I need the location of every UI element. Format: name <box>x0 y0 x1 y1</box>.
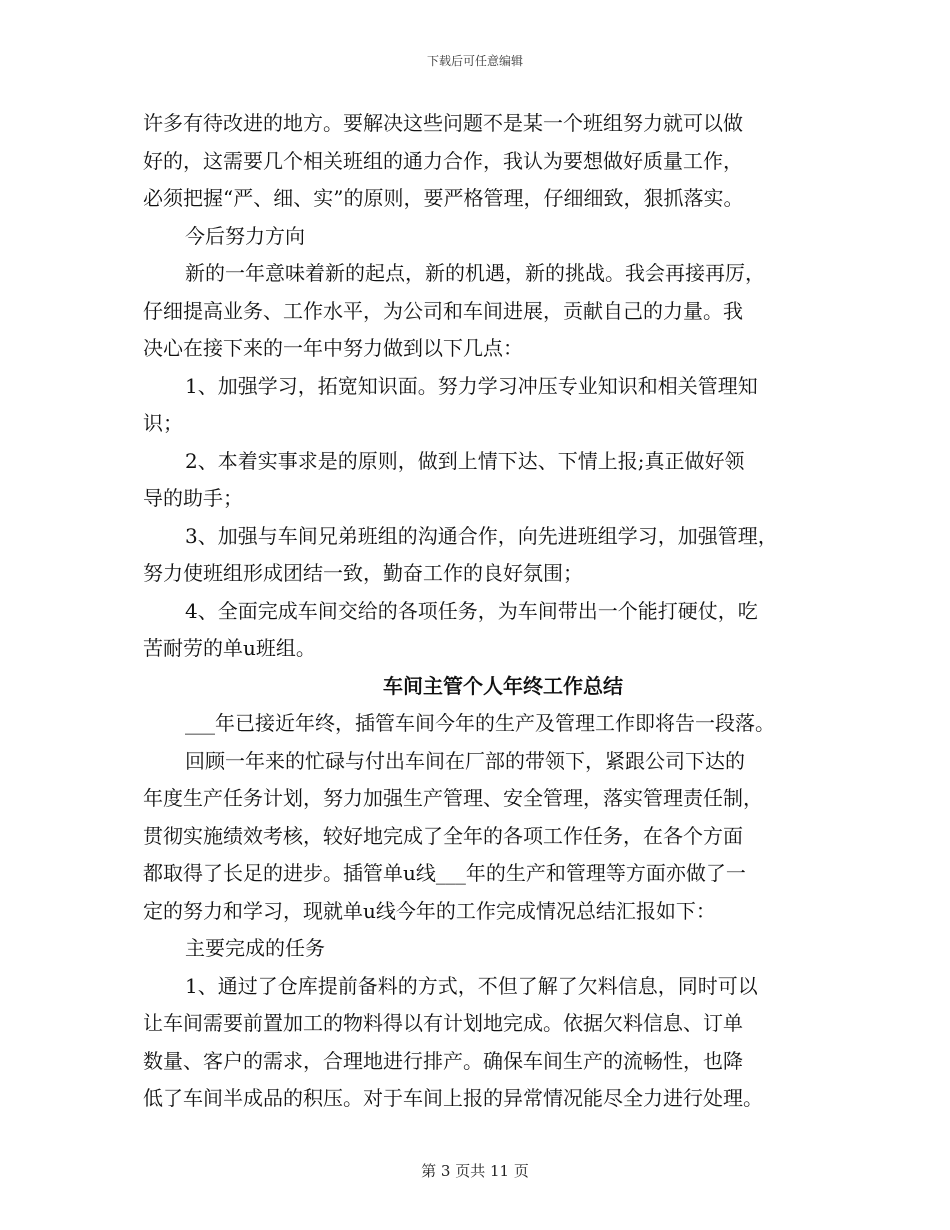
section-title: 车间主管个人年终工作总结 <box>383 673 623 698</box>
paragraph-line: 许多有待改进的地方。要解决这些问题不是某一个班组努力就可以做 <box>143 111 743 135</box>
paragraph-line: 回顾一年来的忙碌与付出车间在厂部的带领下，紧跟公司下达的 <box>185 748 745 773</box>
list-item-line: 数量、客户的需求，合理地进行排产。确保车间生产的流畅性，也降 <box>143 1048 743 1073</box>
page-header: 下载后可任意编辑 <box>426 54 523 68</box>
list-item-line: 4、全面完成车间交给的各项任务，为车间带出一个能打硬仗，吃 <box>185 598 758 623</box>
section-heading: 今后努力方向 <box>185 223 305 248</box>
paragraph-line: 贯彻实施绩效考核，较好地完成了全年的各项工作任务，在各个方面 <box>143 823 743 848</box>
paragraph-line: 必须把握“严、细、实”的原则，要严格管理，仔细细致，狠抓落实。 <box>143 186 744 210</box>
paragraph-line: 仔细提高业务、工作水平，为公司和车间进展，贡献自己的力量。我 <box>143 298 743 323</box>
list-item-line: 1、加强学习，拓宽知识面。努力学习冲压专业知识和相关管理知 <box>185 373 758 398</box>
page-footer: 第 3 页共 11 页 <box>421 1162 529 1180</box>
section-heading: 主要完成的任务 <box>185 936 325 960</box>
list-item-line: 识； <box>143 411 183 435</box>
list-item-line: 让车间需要前置加工的物料得以有计划地完成。依据欠料信息、订单 <box>143 1011 743 1035</box>
paragraph-line: 新的一年意味着新的起点，新的机遇，新的挑战。我会再接再厉， <box>185 261 765 285</box>
list-item-line: 1、通过了仓库提前备料的方式，不但了解了欠料信息，同时可以 <box>185 973 758 998</box>
list-item-line: 苦耐劳的单u班组。 <box>143 636 316 660</box>
list-item-line: 低了车间半成品的积压。对于车间上报的异常情况能尽全力进行处理。 <box>143 1086 763 1110</box>
paragraph-line: 年度生产任务计划，努力加强生产管理、安全管理，落实管理责任制， <box>143 786 763 810</box>
list-item-line: 导的助手； <box>143 486 243 510</box>
document-body <box>143 105 823 1118</box>
paragraph-line: ___年已接近年终，插管车间今年的生产及管理工作即将告一段落。 <box>185 711 775 735</box>
paragraph-line: 决心在接下来的一年中努力做到以下几点： <box>143 336 523 360</box>
list-item-line: 努力使班组形成团结一致，勤奋工作的良好氛围； <box>143 561 583 585</box>
paragraph-line: 定的努力和学习，现就单u线今年的工作完成情况总结汇报如下： <box>143 898 716 923</box>
paragraph-line: 好的，这需要几个相关班组的通力合作，我认为要想做好质量工作， <box>143 148 743 173</box>
list-item-line: 2、本着实事求是的原则，做到上情下达、下情上报;真正做好领 <box>185 448 745 473</box>
list-item-line: 3、加强与车间兄弟班组的沟通合作，向先进班组学习，加强管理， <box>185 523 778 548</box>
paragraph-line: 都取得了长足的进步。插管单u线___年的生产和管理等方面亦做了一 <box>143 861 746 885</box>
